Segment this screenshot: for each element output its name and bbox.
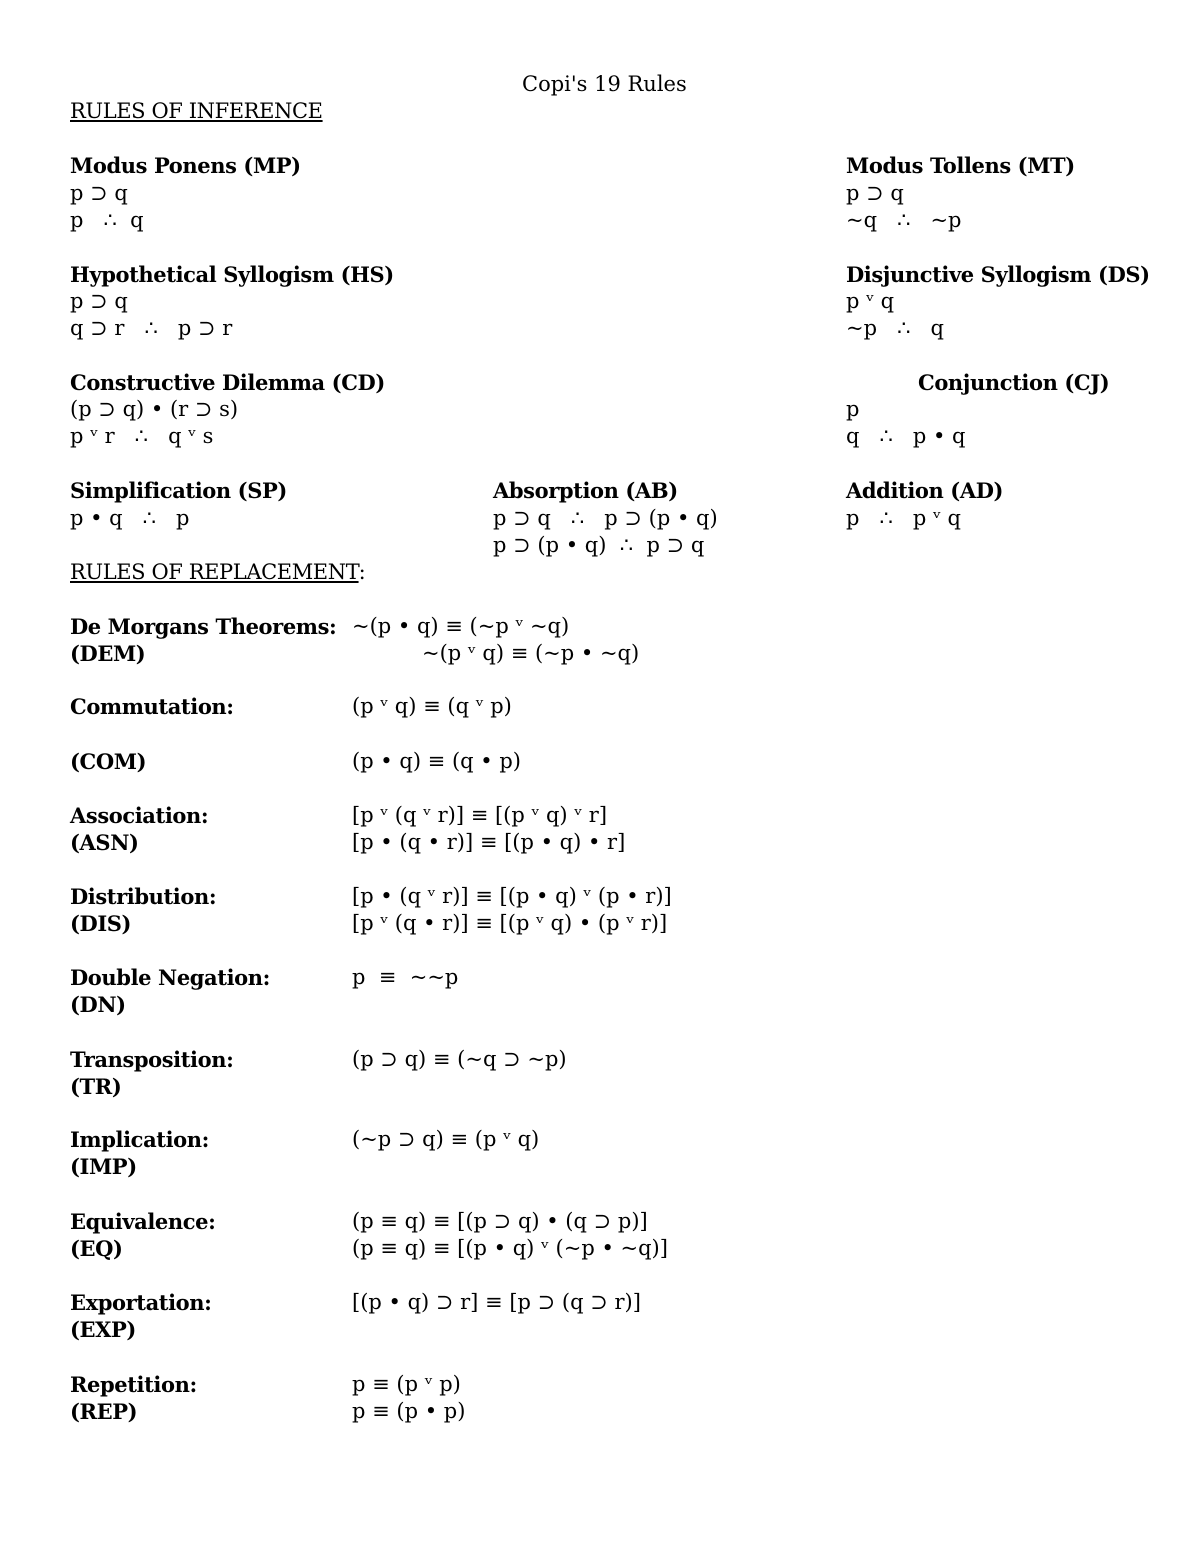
dn-name: Double Negation: [70,965,270,990]
imp-abbr: (IMP) [70,1154,137,1179]
eq-formula1: (p ≡ q) ≡ [(p ⊃ q) • (q ⊃ p)] [352,1209,648,1233]
imp-name: Implication: [70,1127,209,1152]
ds-line1: p ᵛ q [846,289,895,313]
mt-line2: ~q ∴ ~p [846,208,962,232]
cj-line1: p [846,397,860,421]
sp-line1: p • q ∴ p [70,506,190,530]
hs-name: Hypothetical Syllogism (HS) [70,262,394,287]
ds-line2: ~p ∴ q [846,316,944,340]
mt-name: Modus Tollens (MT) [846,153,1075,178]
ab-line1: p ⊃ q ∴ p ⊃ (p • q) [493,506,718,530]
asn-name: Association: [70,803,209,828]
dis-abbr: (DIS) [70,911,132,936]
rep-formula1: p ≡ (p ᵛ p) [352,1372,461,1396]
mp-line1: p ⊃ q [70,181,128,205]
dem-formula2: ~(p ᵛ q) ≡ (~p • ~q) [422,641,640,665]
mp-name: Modus Ponens (MP) [70,153,301,178]
dn-abbr: (DN) [70,992,126,1017]
tr-formula1: (p ⊃ q) ≡ (~q ⊃ ~p) [352,1047,567,1071]
asn-abbr: (ASN) [70,830,139,855]
rep-name: Repetition: [70,1372,197,1397]
inference-heading: RULES OF INFERENCE [70,99,323,123]
replacement-heading [70,560,365,584]
eq-abbr: (EQ) [70,1236,123,1261]
mp-line2: p ∴ q [70,208,144,232]
ds-name: Disjunctive Syllogism (DS) [846,262,1150,287]
rep-abbr: (REP) [70,1399,138,1424]
exp-abbr: (EXP) [70,1317,136,1342]
com-abbr: (COM) [70,749,147,774]
ab-line2: p ⊃ (p • q) ∴ p ⊃ q [493,533,705,557]
asn-formula2: [p • (q • r)] ≡ [(p • q) • r] [352,830,626,854]
dis-formula2: [p ᵛ (q • r)] ≡ [(p ᵛ q) • (p ᵛ r)] [352,911,668,935]
eq-formula2: (p ≡ q) ≡ [(p • q) ᵛ (~p • ~q)] [352,1236,668,1260]
com-name: Commutation: [70,694,234,719]
dis-formula1: [p • (q ᵛ r)] ≡ [(p • q) ᵛ (p • r)] [352,884,672,908]
dis-name: Distribution: [70,884,217,909]
cd-line1: (p ⊃ q) • (r ⊃ s) [70,397,239,421]
cd-line2: p ᵛ r ∴ q ᵛ s [70,424,214,448]
dem-abbr: (DEM) [70,641,146,666]
cd-name: Constructive Dilemma (CD) [70,370,385,395]
com-formula2: (p • q) ≡ (q • p) [352,749,521,773]
tr-abbr: (TR) [70,1074,122,1099]
com-formula1: (p ᵛ q) ≡ (q ᵛ p) [352,694,512,718]
hs-line1: p ⊃ q [70,289,128,313]
tr-name: Transposition: [70,1047,234,1072]
imp-formula1: (~p ⊃ q) ≡ (p ᵛ q) [352,1127,540,1151]
cj-name: Conjunction (CJ) [918,370,1110,395]
exp-name: Exportation: [70,1290,212,1315]
rep-formula2: p ≡ (p • p) [352,1399,466,1423]
hs-line2: q ⊃ r ∴ p ⊃ r [70,316,233,340]
dem-formula1: ~(p • q) ≡ (~p ᵛ ~q) [352,614,570,638]
replacement-heading-text: RULES OF REPLACEMENT [70,560,359,584]
ad-line1: p ∴ p ᵛ q [846,506,961,530]
dn-formula1: p ≡ ~~p [352,965,459,989]
cj-line2: q ∴ p • q [846,424,966,448]
eq-name: Equivalence: [70,1209,216,1234]
mt-line1: p ⊃ q [846,181,904,205]
sp-name: Simplification (SP) [70,478,287,503]
replacement-heading-colon: : [358,560,366,584]
asn-formula1: [p ᵛ (q ᵛ r)] ≡ [(p ᵛ q) ᵛ r] [352,803,608,827]
ab-name: Absorption (AB) [493,478,678,503]
exp-formula1: [(p • q) ⊃ r] ≡ [p ⊃ (q ⊃ r)] [352,1290,641,1314]
ad-name: Addition (AD) [846,478,1004,503]
dem-name: De Morgans Theorems: [70,614,337,639]
page-title: Copi's 19 Rules [522,72,687,96]
